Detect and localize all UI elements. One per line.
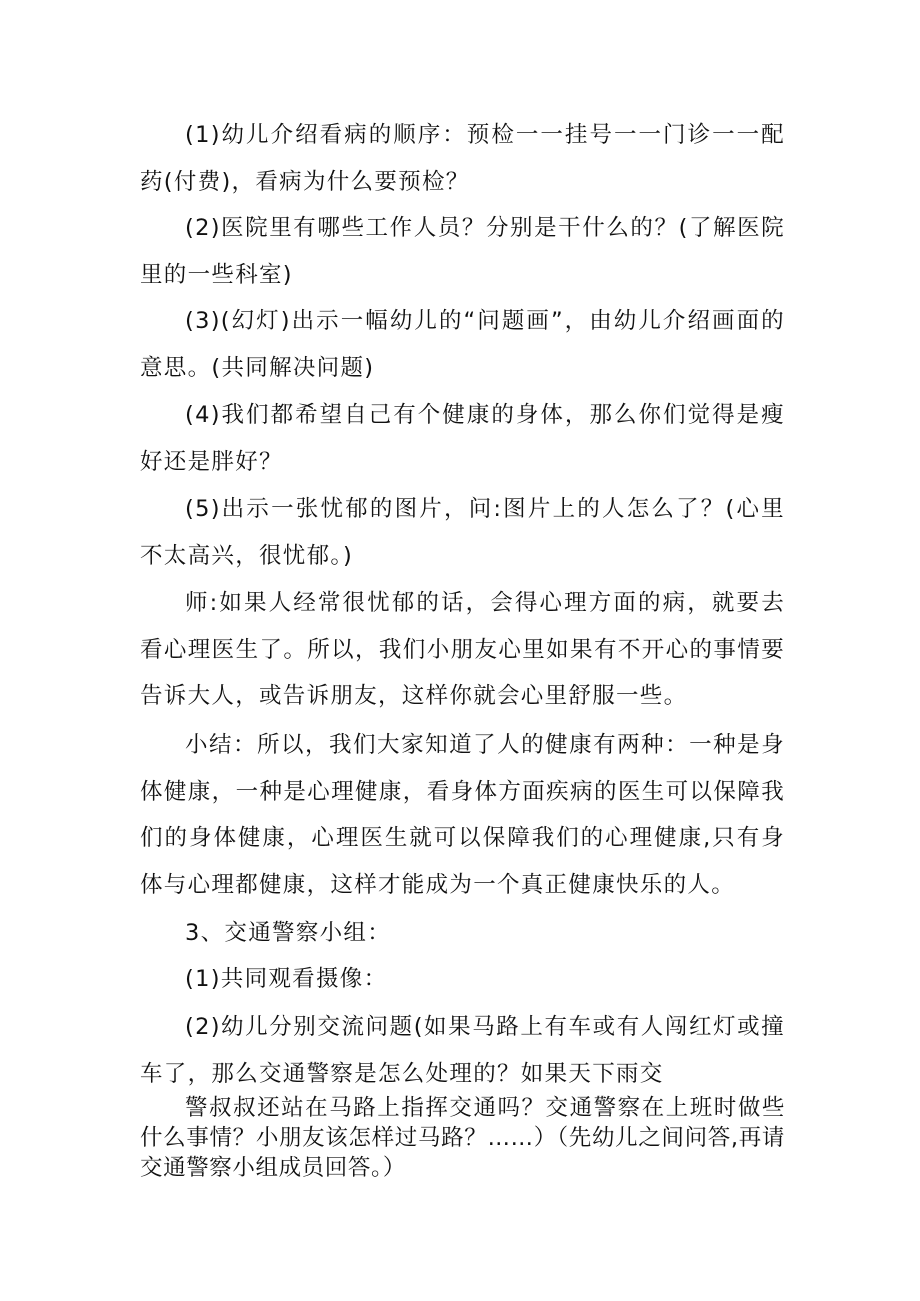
paragraph-6: 师:如果人经常很忧郁的话，会得心理方面的病，就要去看心理医生了。所以，我们小朋友心里如果有不开心的事情要告诉大人，或告诉朋友，这样你就会心里舒服一些。	[140, 590, 785, 709]
paragraph-2: (2)医院里有哪些工作人员？分别是干什么的？(了解医院里的一些科室)	[140, 215, 785, 288]
paragraph-11: 警叔叔还站在马路上指挥交通吗？交通警察在上班时做些什么事情？小朋友该怎样过马路？……）（先幼儿之间问答,再请交通警察小组成员回答。）	[140, 1095, 785, 1181]
paragraph-3: (3)(幻灯)出示一幅幼儿的“问题画”，由幼儿介绍画面的意思。(共同解决问题)	[140, 308, 785, 381]
paragraph-10: (2)幼儿分别交流问题(如果马路上有车或有人闯红灯或撞车了，那么交通警察是怎么处理的？如果天下雨交	[140, 1014, 785, 1087]
paragraph-7: 小结：所以，我们大家知道了人的健康有两种：一种是身体健康，一种是心理健康，看身体方面疾病的医生可以保障我们的身体健康，心理医生就可以保障我们的心理健康,只有身体与心理都健康，这样才能成为一个真正健康快乐的人。	[140, 732, 785, 898]
paragraph-9: (1)共同观看摄像：	[185, 966, 388, 992]
paragraph-4: (4)我们都希望自己有个健康的身体，那么你们觉得是瘦好还是胖好？	[140, 402, 785, 475]
paragraph-5: (5)出示一张忧郁的图片，问:图片上的人怎么了？(心里不太高兴，很忧郁。)	[140, 496, 785, 569]
paragraph-8: 3、交通警察小组：	[185, 920, 392, 946]
paragraph-1: (1)幼儿介绍看病的顺序：预检一一挂号一一门诊一一配药(付费)，看病为什么要预检？	[140, 122, 785, 195]
